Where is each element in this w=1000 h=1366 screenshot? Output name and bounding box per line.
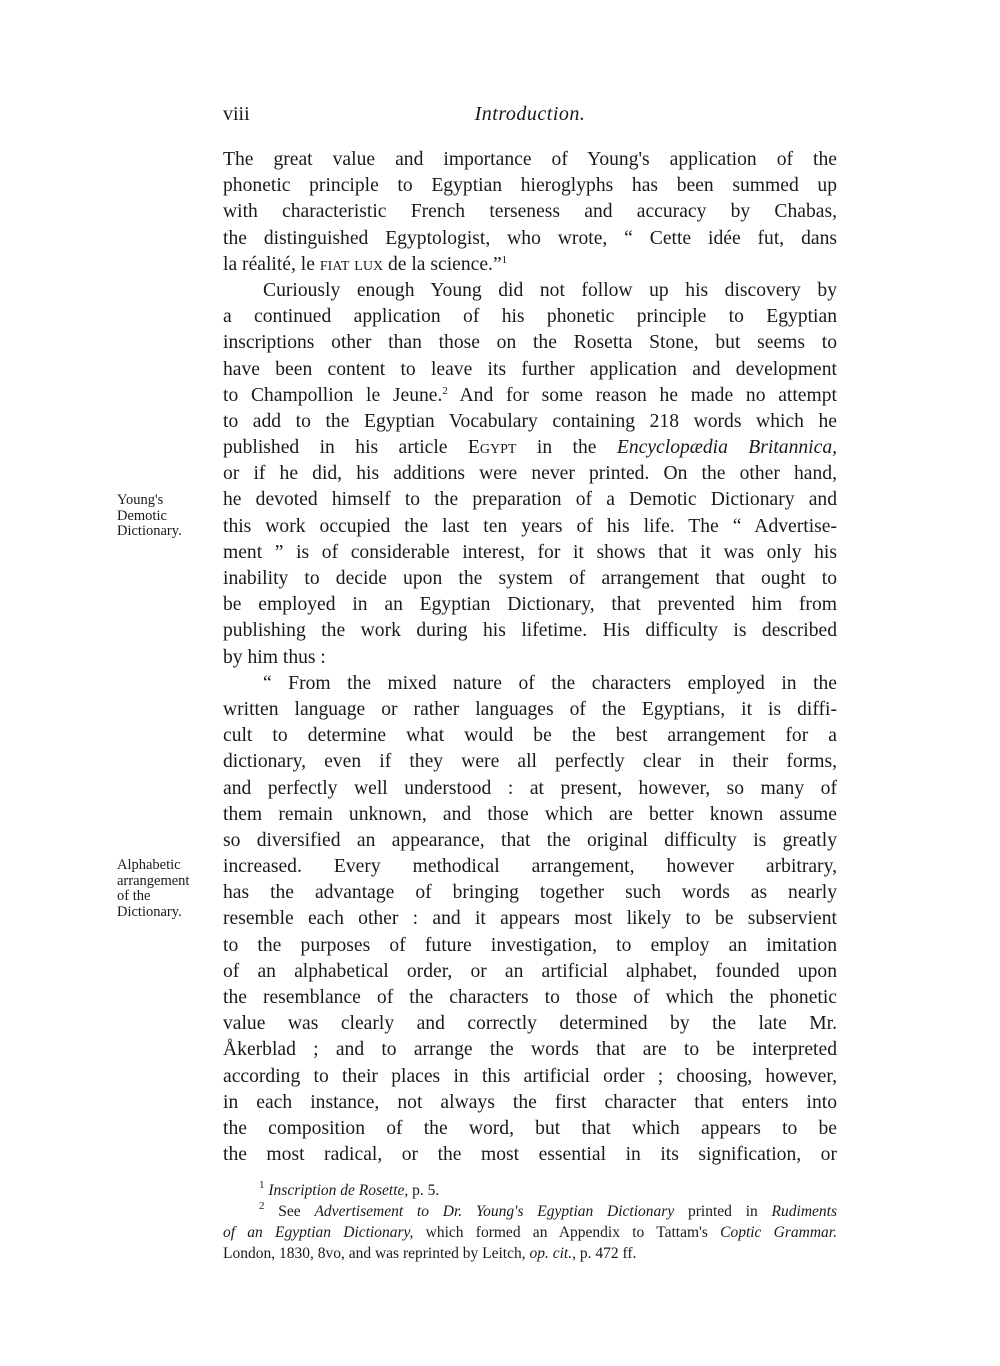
- italic-title: Encyclopædia Britannica,: [616, 437, 838, 459]
- text-line: with characteristic French terseness and accuracy by Chabas,: [223, 201, 837, 223]
- text-line: the most radical, or the most essential in its signification, or: [223, 1144, 837, 1166]
- italic-title: of an Egyptian Dictionary,: [223, 1224, 414, 1241]
- text-line: be employed in an Egyptian Dictionary, that prevented him from: [223, 594, 837, 616]
- marginal-note-alphabetic-arrangement: [117, 858, 217, 920]
- footnote-2-line-2: [223, 1222, 837, 1243]
- text-line: he devoted himself to the preparation of a Demotic Dictionary and: [223, 489, 837, 511]
- footnote-1: [223, 1180, 837, 1201]
- marginal-line: Demotic: [117, 507, 167, 524]
- text-line: have been content to leave its further application and development: [223, 358, 837, 380]
- body-text: [223, 147, 837, 1168]
- text-line: [223, 383, 837, 409]
- text-run: See: [264, 1203, 315, 1220]
- marginal-note-demotic-dictionary: [117, 493, 217, 540]
- text-line: increased. Every methodical arrangement, however arbitrary,: [223, 856, 837, 878]
- marginal-line: Alphabetic: [117, 857, 181, 873]
- text-line: of an alphabetical order, or an artificial alphabet, founded upon: [223, 960, 837, 982]
- text-line: publishing the work during his lifetime. His difficulty is described: [223, 620, 837, 642]
- text-line: cult to determine what would be the best arrangement for a: [223, 725, 837, 747]
- footnote-marker: 2: [259, 1200, 265, 1212]
- text-run: published in his article: [223, 437, 468, 459]
- footnote-marker: 1: [259, 1179, 265, 1191]
- text-line: the resemblance of the characters to those of which the phonetic: [223, 987, 837, 1008]
- text-line: phonetic principle to Egyptian hieroglyphs has been summed up: [223, 175, 837, 197]
- text-line: to add to the Egyptian Vocabulary containing 218 words which he: [223, 410, 837, 432]
- text-line: them remain unknown, and those which are better known assume: [223, 803, 837, 825]
- text-line: resemble each other : and it appears most likely to be subservient: [223, 908, 837, 930]
- paragraph-2: [223, 278, 837, 671]
- text-line: [223, 435, 837, 461]
- text-run: p. 5.: [408, 1182, 440, 1199]
- text-line: a continued application of his phonetic principle to Egyptian: [223, 306, 837, 328]
- text-run: to Champollion le Jeune.: [223, 384, 443, 406]
- text-line: in each instance, not always the first character that enters into: [223, 1091, 837, 1113]
- text-run: which formed an Appendix to Tattam's: [413, 1224, 721, 1241]
- text-line: the distinguished Egyptologist, who wrote, “ Cette idée fut, dans: [223, 227, 837, 249]
- small-caps-text: Egypt: [467, 437, 517, 459]
- text-line: Åkerblad ; and to arrange the words that are to be interpreted: [223, 1039, 837, 1061]
- footnote-ref-1: 1: [501, 253, 508, 266]
- footnote-ref-2: 2: [442, 384, 448, 397]
- text-line: has the advantage of bringing together such words as nearly: [223, 882, 837, 904]
- marginal-line: Young's: [117, 492, 164, 508]
- text-run: London, 1830, 8vo, and was reprinted by Leitch,: [223, 1245, 530, 1262]
- text-line: value was clearly and correctly determined by the late Mr.: [223, 1013, 837, 1035]
- text-line: the composition of the word, but that which appears to be: [223, 1117, 837, 1139]
- text-run: in the: [516, 437, 617, 459]
- italic-title: Rudiments: [771, 1203, 837, 1220]
- text-line: ment ” is of considerable interest, for it shows that it was only his: [223, 541, 837, 563]
- text-line: inscriptions other than those on the Rosetta Stone, but seems to: [223, 332, 837, 354]
- paragraph-1: [223, 147, 837, 278]
- text-run: de la science.”: [383, 253, 502, 275]
- marginal-line: Dictionary.: [117, 523, 182, 539]
- running-head: [223, 103, 837, 133]
- text-line: or if he did, his additions were never printed. On the other hand,: [223, 463, 837, 485]
- italic-title: Coptic Grammar.: [720, 1224, 837, 1241]
- text-line: Curiously enough Young did not follow up his discovery by: [263, 279, 837, 301]
- page-number: viii: [223, 103, 250, 125]
- text-line: to the purposes of future investigation, to employ an imitation: [223, 934, 837, 956]
- italic-title: Advertisement to Dr. Young's Egyptian Dictionary: [314, 1203, 675, 1220]
- text-line: inability to decide upon the system of arrangement that ought to: [223, 568, 837, 589]
- footnote-2-line-3: [223, 1243, 837, 1264]
- footnote-2-line-1: [223, 1201, 837, 1222]
- italic-abbrev: op. cit.,: [529, 1245, 576, 1262]
- text-line: dictionary, even if they were all perfectly clear in their forms,: [223, 751, 837, 773]
- text-run: And for some reason he made no attempt: [447, 384, 837, 406]
- text-line: this work occupied the last ten years of his life. The “ Advertise-: [223, 515, 837, 537]
- footnotes: [223, 1180, 837, 1264]
- paragraph-3-quotation: [223, 671, 837, 1169]
- text-line: written language or rather languages of the Egyptians, it is diffi-: [223, 698, 837, 720]
- text-line: so diversified an appearance, that the original difficulty is greatly: [223, 829, 837, 851]
- marginal-line: arrangement: [117, 872, 190, 889]
- marginal-line: of the: [117, 888, 151, 904]
- chapter-title: Introduction.: [474, 103, 586, 125]
- text-run: la réalité, le: [223, 253, 320, 275]
- small-caps-text: fiat lux: [319, 253, 384, 275]
- text-line: [223, 252, 837, 278]
- text-run: printed in: [674, 1203, 772, 1220]
- text-line: by him thus :: [223, 646, 326, 668]
- text-run: p. 472 ff.: [576, 1245, 637, 1262]
- text-line: The great value and importance of Young's application of the: [223, 149, 837, 170]
- marginal-line: Dictionary.: [117, 903, 182, 920]
- text-line: according to their places in this artificial order ; choosing, however,: [223, 1065, 837, 1087]
- text-line: “ From the mixed nature of the characters employed in the: [263, 672, 837, 694]
- text-line: and perfectly well understood : at present, however, so many of: [223, 777, 837, 799]
- italic-title: Inscription de Rosette,: [268, 1182, 409, 1199]
